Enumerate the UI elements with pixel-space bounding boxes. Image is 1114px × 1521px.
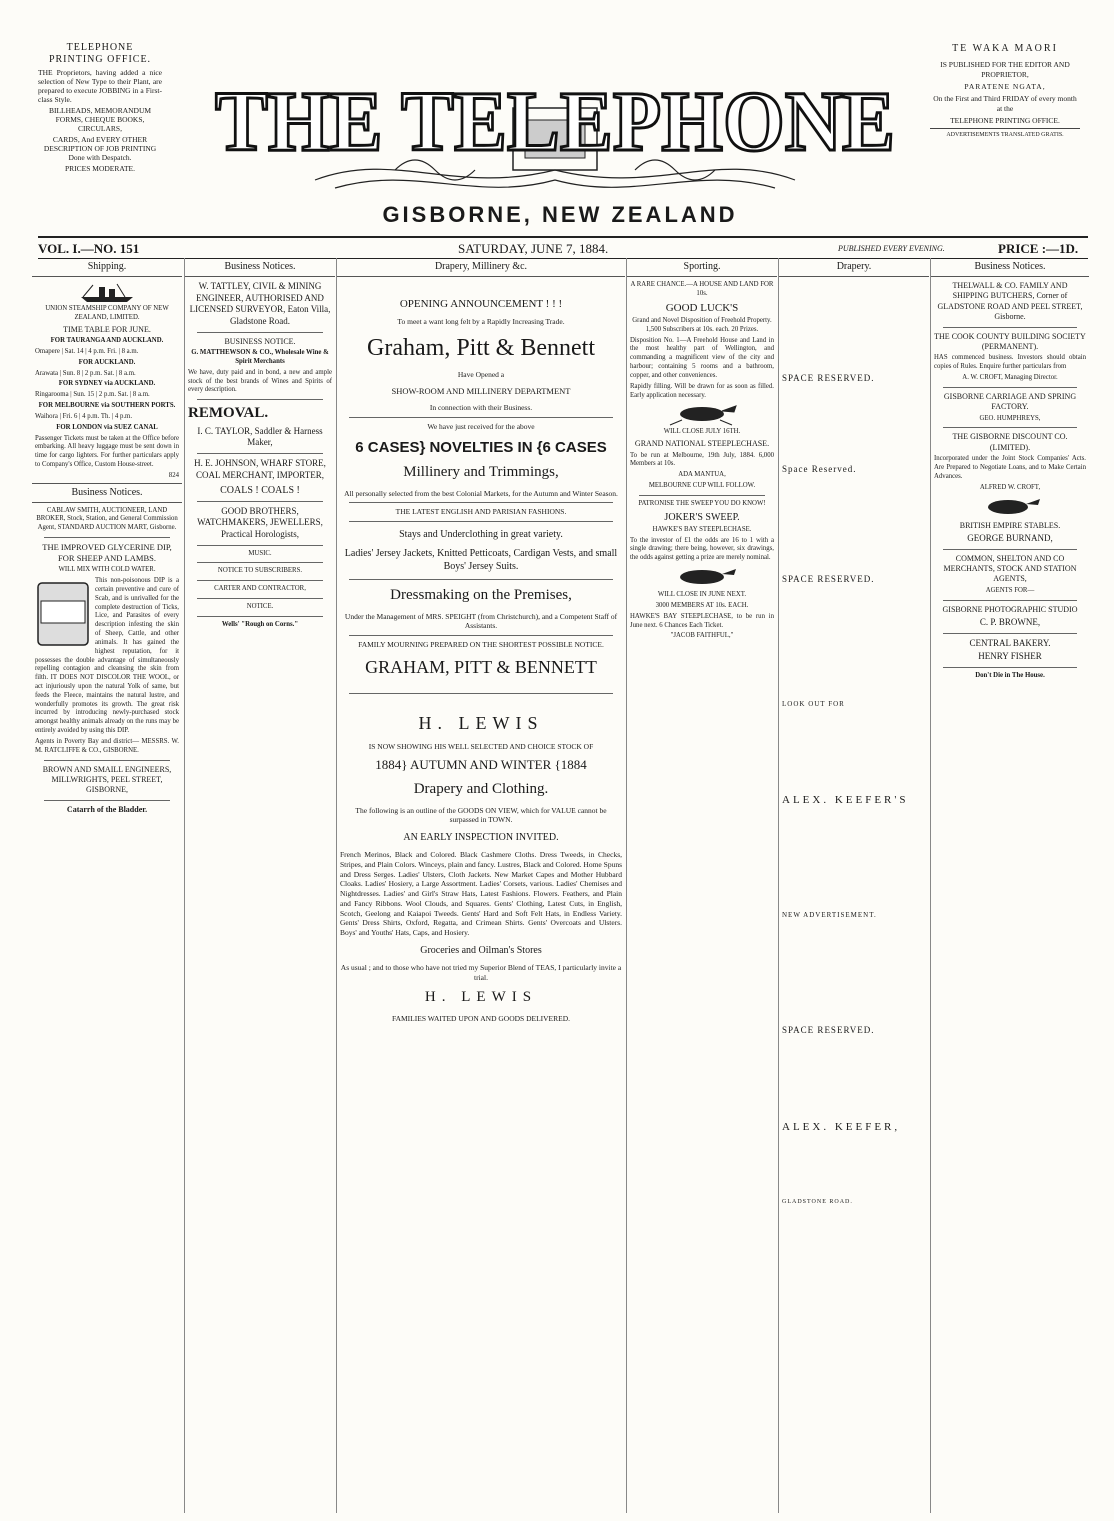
- lewis-heading: H. LEWIS: [418, 713, 544, 734]
- column-header: Business Notices.: [931, 258, 1089, 277]
- carter-ad: CARTER AND CONTRACTOR,: [214, 585, 306, 593]
- dateline: [38, 236, 1088, 259]
- masthead: [0, 30, 1114, 235]
- stays-line: Stays and Underclothing in great variety.: [399, 529, 563, 541]
- fisher-name: HENRY FISHER: [978, 651, 1042, 662]
- disposal-line: Grand and Novel Disposition of Freehold Property. 1,500 Subscribers at 10s. each. 20 Prizes.: [632, 316, 772, 333]
- right-ear-title: TE WAKA MAORI: [952, 43, 1058, 54]
- space-reserved: Space Reserved.: [782, 463, 857, 474]
- brown-ad: BROWN AND SMAILL ENGINEERS, MILLWRIGHTS, PEEL STREET, GISBORNE,: [42, 764, 172, 795]
- croft-name-2: ALFRED W. CROFT,: [979, 483, 1041, 491]
- steamship-icon: [77, 281, 137, 303]
- ada-mantua: ADA MANTUA,: [678, 471, 726, 479]
- want-line: To meet a want long felt by a Rapidly Increasing Trade.: [397, 317, 565, 327]
- route: FOR SYDNEY via AUCKLAND.: [58, 380, 156, 388]
- ship-row: Arawata | Sun. 8 | 2 p.m. Sat. | 8 a.m.: [35, 369, 136, 377]
- dip-title: THE IMPROVED GLYCERINE DIP, FOR SHEEP AND LAMBS.: [42, 542, 172, 564]
- browne-name: C. P. BROWNE,: [979, 617, 1041, 627]
- columns: [32, 258, 1092, 1513]
- column-space: [778, 258, 929, 1513]
- look-out-line: LOOK OUT FOR: [782, 700, 845, 709]
- national-heading: GRAND NATIONAL STEEPLECHASE.: [634, 439, 770, 449]
- johnson-ad: H. E. JOHNSON, WHARF STORE, COAL MERCHANT, IMPORTER,: [194, 458, 326, 480]
- agents-heading: AGENTS FOR—: [985, 586, 1035, 594]
- bakery-ad: CENTRAL BAKERY.: [969, 637, 1051, 648]
- route: FOR TAURANGA AND AUCKLAND.: [50, 337, 164, 345]
- opening-announcement: OPENING ANNOUNCEMENT ! ! !: [399, 298, 563, 310]
- cases-line: 6 CASES} NOVELTIES IN {6 CASES: [355, 438, 607, 456]
- timetable-title: TIME TABLE FOR JUNE.: [63, 324, 151, 334]
- coals-heading: COALS ! COALS !: [220, 484, 300, 496]
- studio-ad: GISBORNE PHOTOGRAPHIC STUDIO: [942, 604, 1078, 614]
- column-header: Business Notices.: [185, 258, 335, 277]
- fashions-line: THE LATEST ENGLISH AND PARISIAN FASHIONS.: [395, 507, 567, 517]
- jacob-faithful: "JACOB FAITHFUL,": [670, 632, 734, 640]
- column-header: Drapery.: [779, 258, 929, 277]
- closes-line: WILL CLOSE JULY 16TH.: [663, 428, 741, 436]
- goods-list: French Merinos, Black and Colored. Black Cashmere Cloths. Dress Tweeds, in Checks, Stripes, and Plain Colors. Winceys, plain and fancy. Lustres, Black and Colored. Home Spuns and Dress Serges. Ladies' Ulsters, Cloth Jackets. New Market Capes and Mother Hubbard Cloaks. Ladies' Hosiery, a Large Assortment. Ladies' Corsets, various. Ladies' Chemises and Nightdresses. Ladies' and Girl's Straw Hats, Latest Fashions. Flowers. Feathers, and Plain and Fancy Ribbons. Wool Clouds, and Squares. Gents' Clothing, Latest Cuts, in English, Scotch, Geelong and Kaiapoi Tweeds. Gents' Hard and Soft Felt Hats, in Endless Variety. Gents' Dress Shirts, Oxford, Regatta, and Crimean Shirts. Gents' Overcoats and Ulsters. Boys' and Youths' Hats, Caps, and Hosiery.: [340, 850, 622, 938]
- right-ear-line: PARATENE NGATA,: [964, 81, 1046, 91]
- sweep-line: PATRONISE THE SWEEP YOU DO KNOW!: [638, 499, 766, 507]
- masthead-title-art: [195, 30, 915, 205]
- published-note: PUBLISHED EVERY EVENING.: [838, 244, 945, 253]
- column-shipping: [32, 258, 182, 1513]
- management-line: Under the Management of MRS. SPEIGHT (from Christchurch), and a Competent Staff of Assistants.: [344, 611, 618, 631]
- new-advertisement: NEW ADVERTISEMENT.: [782, 911, 877, 920]
- hawkes-bay: HAWKE'S BAY STEEPLECHASE.: [652, 525, 752, 533]
- route: FOR LONDON via SUEZ CANAL: [56, 423, 158, 431]
- column-header: Drapery, Millinery &c.: [337, 258, 625, 277]
- burnand-name: GEORGE BURNAND,: [967, 532, 1053, 543]
- inspection-line: AN EARLY INSPECTION INVITED.: [403, 832, 559, 844]
- connection-line: In connection with their Business.: [429, 403, 533, 413]
- croft-name: A. W. CROFT, Managing Director.: [962, 374, 1058, 381]
- good-luck-title: GOOD LUCK'S: [665, 301, 739, 314]
- jokers-sweep: JOKER'S SWEEP.: [664, 511, 740, 523]
- notice-number: 824: [168, 471, 179, 479]
- discount-ad: THE GISBORNE DISCOUNT CO. (LIMITED).: [952, 432, 1068, 452]
- showing-line: IS NOW SHOWING HIS WELL SELECTED AND CHOICE STOCK OF: [368, 741, 594, 751]
- opened-line: Have Opened a: [457, 370, 505, 380]
- notice-heading: NOTICE.: [246, 603, 274, 611]
- matthewson-ad: G. MATTHEWSON & CO., Wholesale Wine & Spirit Merchants: [191, 349, 329, 365]
- mourning-line: FAMILY MOURNING PREPARED ON THE SHORTEST POSSIBLE NOTICE.: [358, 640, 604, 650]
- dressmaking-line: Dressmaking on the Premises,: [390, 587, 572, 604]
- space-reserved: SPACE RESERVED.: [782, 373, 875, 383]
- received-line: We have just received for the above: [427, 421, 535, 431]
- business-notice: BUSINESS NOTICE.: [224, 336, 296, 346]
- cablaw-ad: CABLAW SMITH, AUCTIONEER, LAND BROKER, Stock, Station, and General Commission Agent, STANDARD AUCTION MART, Gisborne.: [36, 506, 178, 532]
- millinery-line: Millinery and Trimmings,: [403, 464, 559, 481]
- melbourne-cup: MELBOURNE CUP WILL FOLLOW.: [648, 482, 756, 490]
- shipping-company: UNION STEAMSHIP COMPANY OF NEW ZEALAND, LIMITED.: [45, 305, 169, 321]
- horse-icon: [970, 495, 1050, 519]
- left-ear: [38, 42, 162, 175]
- volume-number: VOL. I.—NO. 151: [38, 241, 140, 256]
- june-close: WILL CLOSE IN JUNE NEXT.: [657, 591, 747, 599]
- music-heading: MUSIC.: [248, 549, 272, 557]
- cook-building-ad: THE COOK COUNTY BUILDING SOCIETY (PERMANENT).: [934, 331, 1086, 351]
- firm-name-2: GRAHAM, PITT & BENNETT: [365, 656, 597, 677]
- space-reserved: SPACE RESERVED.: [782, 1024, 875, 1035]
- location-line: GISBORNE, NEW ZEALAND: [382, 202, 738, 227]
- racehorse-icon-2: [662, 565, 742, 589]
- section-header: Business Notices.: [32, 483, 182, 503]
- tattley-ad: W. TATTLEY, CIVIL & MINING ENGINEER, AUTHORISED AND LICENSED SURVEYOR, Eaton Villa, Gladstone Road.: [189, 281, 331, 327]
- good-brothers-ad: GOOD BROTHERS, WATCHMAKERS, JEWELLERS, Practical Horologists,: [197, 505, 323, 539]
- shipping-notice: Passenger Tickets must be taken at the Office before embarking. All heavy luggage must be sent down in time for cargo lighters. For further particulars apply to Company's Office, Custom House-street.: [35, 434, 179, 468]
- racehorse-icon: [662, 402, 742, 426]
- dip-agents: Agents in Poverty Bay and district— MESSRS. W. M. RATCLIFFE & CO., GISBORNE.: [35, 737, 179, 754]
- column-right: Business Notices. THELWALL & CO. FAMILY AND SHIPPING BUTCHERS, Corner of GLADSTONE ROAD AND PEEL STREET, Gisborne. THE COOK COUNTY BUILDING SOCIETY (PERMANENT). HAS commenced business. Investors should obtain copies of Rules. Enquire further particulars from A. W. CROFT, Managing Director. GISBORNE CARRIAGE AND SPRING FACTORY. GEO. HUMPHREYS, THE GISBORNE DISCOUNT CO. (LIMITED). Incorporated under the Joint Stock Companies' Acts. Are Prepared to Negotiate Loans, and to Make Certain Advances. ALFRED W. CROFT, BRITISH EMPIRE STABLES. GEORGE BURNAND, COMMON, SHELTON AND CO MERCHANTS, STOCK AND STATION AGENTS, AGENTS FOR— GISBORNE PHOTOGRAPHIC STUDIO C. P. BROWNE, CENTRAL BAKERY. HENRY FISHER Don't Die in The House.: [930, 258, 1089, 1513]
- tea-line: As usual ; and to those who have not tried my Superior Blend of TEAS, I particularly invite a trial.: [340, 962, 622, 982]
- column-header: Sporting.: [627, 258, 777, 277]
- ship-row: Waihora | Fri. 6 | 4 p.m. Th. | 4 p.m.: [35, 412, 133, 420]
- price: PRICE :—1D.: [998, 241, 1079, 256]
- keefers-line: ALEX. KEEFER'S: [782, 794, 909, 807]
- clothing-line: Drapery and Clothing.: [413, 781, 549, 798]
- column-header: Shipping.: [32, 258, 182, 277]
- left-ear-line: PRICES MODERATE.: [64, 164, 135, 173]
- dip-subtitle: WILL MIX WITH COLD WATER.: [58, 566, 156, 574]
- gladstone-road: GLADSTONE ROAD.: [782, 1198, 853, 1205]
- column-sporting: Sporting. A RARE CHANCE.—A HOUSE AND LAND FOR 10s. GOOD LUCK'S Grand and Novel Disposition of Freehold Property. 1,500 Subscribers at 10s. each. 20 Prizes. Disposition No. 1—A Freehold House and Land in the most healthy part of Wellington, and commanding a magnificent view of the city and harbour; containing 5 rooms and a bathroom, copper, and other conveniences. Rapidly filling. Will be drawn for as soon as filled. Early application necessary. WILL CLOSE JULY 16TH. GRAND NATIONAL STEEPLECHASE. To be run at Melbourne, 19th July, 1884. 6,000 Members at 10s. ADA MANTUA, MELBOURNE CUP WILL FOLLOW. PATRONISE THE SWEEP YOU DO KNOW! JOKER'S SWEEP. HAWKE'S BAY STEEPLECHASE. To the investor of £1 the odds are 16 to 1 with a single drawing; there being, however, six drawings, the odds against getting a prize are merely nominal. WILL CLOSE IN JUNE NEXT. 3000 MEMBERS AT 10s. EACH. HAWKE'S BAY STEEPLECHASE, to be run in June next. 6 Chances Each Ticket. "JACOB FAITHFUL,": [626, 258, 777, 1513]
- keefer-line: ALEX. KEEFER,: [782, 1121, 901, 1134]
- left-ear-line: CARDS, And EVERY OTHER DESCRIPTION OF JOB PRINTING Done with Despatch.: [43, 135, 157, 162]
- right-ear-line: IS PUBLISHED FOR THE EDITOR AND PROPRIETOR,: [940, 59, 1070, 79]
- right-ear: [930, 42, 1080, 141]
- ship-row: Ringarooma | Sun. 15 | 2 p.m. Sat. | 8 a.m.: [35, 391, 150, 399]
- jersey-line: Ladies' Jersey Jackets, Knitted Petticoats, Cardigan Vests, and small Boys' Jersey Suits.: [344, 548, 618, 573]
- dip-tin-icon: [35, 579, 91, 649]
- thelwall-ad: THELWALL & CO. FAMILY AND SHIPPING BUTCHERS, Corner of GLADSTONE ROAD AND PEEL STREET, Gisborne.: [937, 281, 1083, 322]
- catarrh-ad: Catarrh of the Bladder.: [66, 804, 148, 814]
- dont-die-ad: Don't Die in The House.: [975, 672, 1045, 680]
- members-line: 3000 MEMBERS AT 10s. EACH.: [655, 601, 749, 609]
- wells-ad: Wells' "Rough on Corns.": [221, 620, 299, 628]
- subscribers-notice: NOTICE TO SUBSCRIBERS.: [217, 567, 303, 575]
- space-reserved: SPACE RESERVED.: [782, 574, 875, 585]
- dip-body: This non-poisonous DIP is a certain preventive and cure of Scab, and is unrivalled for the complete destruction of Ticks, Lice, and Parasites of every description infesting the skin of Sheep, Cattle, and other animals. It has gained the highest reputation, for it possesses the double advantage of simultaneously repelling contagion and cleansing the skin from filth. IT DOES NOT DISCOLOR THE WOOL, or act injuriously upon the natural Yolk of same, but feeds the Fleece, maintains the natural lustre, and wonderfully promotes its growth. The great risk incurred by introducing newly-purchased stock amongst healthy animals already on the runs may be entirely avoided by using this DIP.: [35, 577, 179, 735]
- removal-heading: REMOVAL.: [188, 405, 269, 422]
- route: FOR AUCKLAND.: [78, 358, 136, 366]
- right-ear-line: TELEPHONE PRINTING OFFICE.: [950, 116, 1060, 126]
- left-ear-line: THE Proprietors, having added a nice selection of New Type to their Plant, are prepared to execute JOBBING in a First-class Style.: [38, 68, 162, 104]
- lewis-heading-2: H. LEWIS: [424, 989, 538, 1006]
- selected-line: All personally selected from the best Colonial Markets, for the Autumn and Winter Season.: [344, 488, 618, 498]
- humphreys-name: GEO. HUMPHREYS,: [979, 414, 1041, 422]
- stables-ad: BRITISH EMPIRE STABLES.: [959, 520, 1061, 530]
- issue-date: SATURDAY, JUNE 7, 1884.: [458, 241, 609, 256]
- families-line: FAMILIES WAITED UPON AND GOODS DELIVERED.: [391, 1013, 571, 1023]
- carriage-ad: GISBORNE CARRIAGE AND SPRING FACTORY.: [943, 391, 1077, 412]
- showroom-line: SHOW-ROOM AND MILLINERY DEPARTMENT: [391, 385, 571, 396]
- outline-line: The following is an outline of the GOODS ON VIEW, which for VALUE cannot be surpassed in TOWN.: [355, 805, 607, 825]
- autumn-line: 1884} AUTUMN AND WINTER {1884: [375, 757, 587, 773]
- right-ear-line: On the First and Third FRIDAY of every month at the: [933, 93, 1077, 113]
- ship-row: Omapere | Sat. 14 | 4 p.m. Fri. | 8 a.m.: [35, 347, 139, 355]
- column-business: Business Notices. W. TATTLEY, CIVIL & MINING ENGINEER, AUTHORISED AND LICENSED SURVEYOR, Eaton Villa, Gladstone Road. BUSINESS NOTICE. G. MATTHEWSON & CO., Wholesale Wine & Spirit Merchants We have, duty paid and in bond, a new and ample stock of the best brands of Wines and Spirits of every description. REMOVAL. I. C. TAYLOR, Saddler & Harness Maker, H. E. JOHNSON, WHARF STORE, COAL MERCHANT, IMPORTER, COALS ! COALS ! GOOD BROTHERS, WATCHMAKERS, JEWELLERS, Practical Horologists, MUSIC. NOTICE TO SUBSCRIBERS. CARTER AND CONTRACTOR, NOTICE. Wells' "Rough on Corns.": [184, 258, 335, 1513]
- right-ear-line: ADVERTISEMENTS TRANSLATED GRATIS.: [930, 128, 1080, 139]
- common-shelton-ad: COMMON, SHELTON AND CO MERCHANTS, STOCK AND STATION AGENTS,: [943, 553, 1077, 584]
- groceries-line: Groceries and Oilman's Stores: [420, 944, 542, 956]
- taylor-ad: I. C. TAYLOR, Saddler & Harness Maker,: [197, 425, 323, 448]
- route: FOR MELBOURNE via SOUTHERN PORTS.: [38, 402, 176, 410]
- chance-line: A RARE CHANCE.—A HOUSE AND LAND FOR 10s.: [630, 281, 774, 297]
- masthead-title: THE TELEPHONE: [215, 73, 895, 169]
- left-ear-line: BILLHEADS, MEMORANDUM FORMS, CHEQUE BOOKS, CIRCULARS,: [48, 106, 152, 133]
- column-drapery: [336, 258, 625, 1513]
- left-ear-title: TELEPHONE PRINTING OFFICE.: [48, 42, 152, 65]
- firm-name: Graham, Pitt & Bennett: [367, 335, 595, 362]
